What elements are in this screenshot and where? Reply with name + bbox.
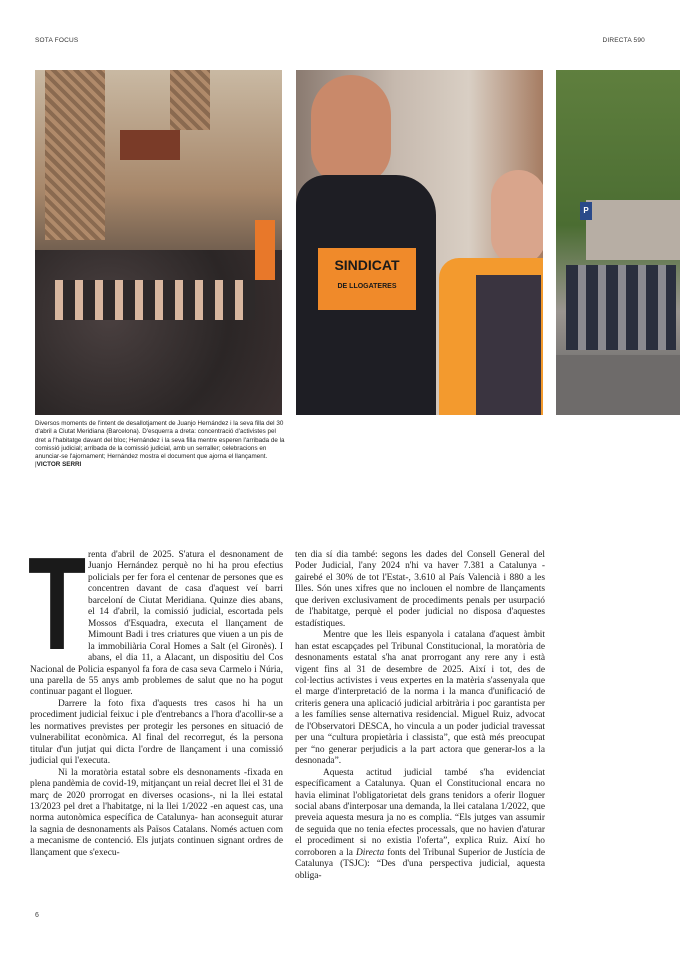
article-column-1 bbox=[28, 530, 283, 859]
paragraph: renta d'abril de 2025. S'atura el desnonament de Juanjo Hernández perquè no hi ha prou efectius policials per fer fora el centenar de persones que es concentren davant de casa d'aquest veí barri barceloní de Ciutat Meridiana. Quinze dies abans, el 14 d'abril, la comissió judicial, escortada pels Mossos d'Esquadra, executa el llançament de Mimount Badi i tres criatures que viuen a un pis de la immobiliària Coral Homes a Salt (el Gironès). I abans, el dia 11, a Alacant, un dispositiu del Cos Nacional de Policia espanyol fa fora de casa seva Carmelo i Núria, una parella de 55 anys amb problemes de salut que no ha pogut continuar pagant el lloguer. bbox=[30, 550, 283, 698]
photo-crowd-concentration bbox=[35, 70, 282, 415]
article-column-2 bbox=[295, 550, 545, 882]
publication-name: Directa bbox=[355, 847, 385, 858]
parking-sign: P bbox=[580, 202, 592, 220]
issue-label: DIRECTA 590 bbox=[602, 37, 645, 44]
page-number: 6 bbox=[35, 912, 39, 919]
section-label: SOTA FOCUS bbox=[35, 37, 79, 44]
photo-caption: Diversos moments de l'intent de desallotjament de Juanjo Hernández i la seva filla del 30 d'abril a Ciutat Meridiana (Barcelona). D'esquerra a dreta: concentració d'activistes pel dret a l'habitatge davant del bloc; Hernández i la seva filla mentre esperen l'arribada de la comissió judicial; arribada de la comissió judicial, amb un serraller; celebracions en anunciar-se l'ajornament; Hernández mostra el document que ajorna el llançament. |VICTOR SERRI bbox=[35, 420, 285, 469]
shirt-print bbox=[318, 248, 416, 310]
shirt-text-line1: SINDICAT bbox=[334, 257, 400, 273]
shirt-text-line2: DE LLOGATERES bbox=[337, 283, 397, 290]
paragraph: Ni la moratòria estatal sobre els desnonaments -fixada en plena pandèmia de covid-19, mitjançant un reial decret llei el 31 de març de 2020 prorrogat en diverses ocasions-, ni la llei estatal 13/2023 pel dret a l'habitatge, ni la llei 1/2022 -en aquest cas, una norma autonòmica específica de Catalunya- han aconseguit aturar la sagnia de desnonaments als Països Catalans. Només actuen com a mecanisme de contenció. Els jutjats continuen signant ordres de llançament que s'execu- bbox=[30, 767, 283, 858]
paragraph: Darrere la foto fixa d'aquests tres casos hi ha un procediment judicial feixuc i ple d'entrebancs a l'hora d'acollir-se a les normatives previstes per protegir les persones en situació de vulnerabilitat econòmica. Al final del recorregut, és la persona titular d'un jutjat qui dicta l'ordre de llançament i una comissió judicial qui l'executa. bbox=[30, 698, 283, 767]
photo-hernandez-and-daughter bbox=[296, 70, 543, 415]
paragraph: Mentre que les lleis espanyola i catalana d'aquest àmbit han estat escapçades pel Tribunal Constitucional, la moratòria de desnonaments estatal s'ha anat prorrogant any rere any i està vigent fins al 31 de desembre de 2025. Així i tot, des de col·lectius activistes i veus expertes en la matèria s'assenyala que el marge d'interpretació de la norma i la manca d'unificació de criteris genera una aplicació judicial arbitrària i poc garantista per a les famílies sense alternativa residencial. Miguel Ruiz, advocat de l'Observatori DESCA, ho vincula a un poder judicial travessat per una “cultura propietària i classista”, que està més preocupat per “no generar perjudicis a la part actora que generar-los a la desnonada”. bbox=[295, 630, 545, 767]
paragraph: Aquesta actitud judicial també s'ha evidenciat específicament a Catalunya. Quan el Constitucional encara no havia eliminat l'obligatorietat dels grans tenidors a oferir lloguer social abans d'interposar una demanda, la llei catalana 1/2022, que preveia aquesta mesura ja no es complia. “Els jutges van assumir de seguida que no tenia efectes processals, que no havien d'aturar el procediment si no existia l'oferta”, explica Ruiz. Així ho corroboren a la Directa fonts del Tribunal Superior de Justícia de Catalunya (TSJC): “Des d'una perspectiva judicial, aquesta obliga- bbox=[295, 767, 546, 881]
photo-credit: VICTOR SERRI bbox=[36, 461, 82, 469]
paragraph: ten dia sí dia també: segons les dades del Consell General del Poder Judicial, l'any 2024 n'hi va haver 7.381 a Catalunya -gairebé el 30% de tot l'Estat-, 3.610 al País Valencià i 880 a les Illes. Són unes xifres que no inclouen el nombre de llançaments que deriven exclusivament de procediments penals per usurpació de l'habitatge, perquè el poder judicial no disposa d'aquestes estadístiques. bbox=[295, 550, 545, 629]
photo-judicial-commission bbox=[556, 70, 680, 415]
drop-cap: T bbox=[28, 530, 87, 677]
